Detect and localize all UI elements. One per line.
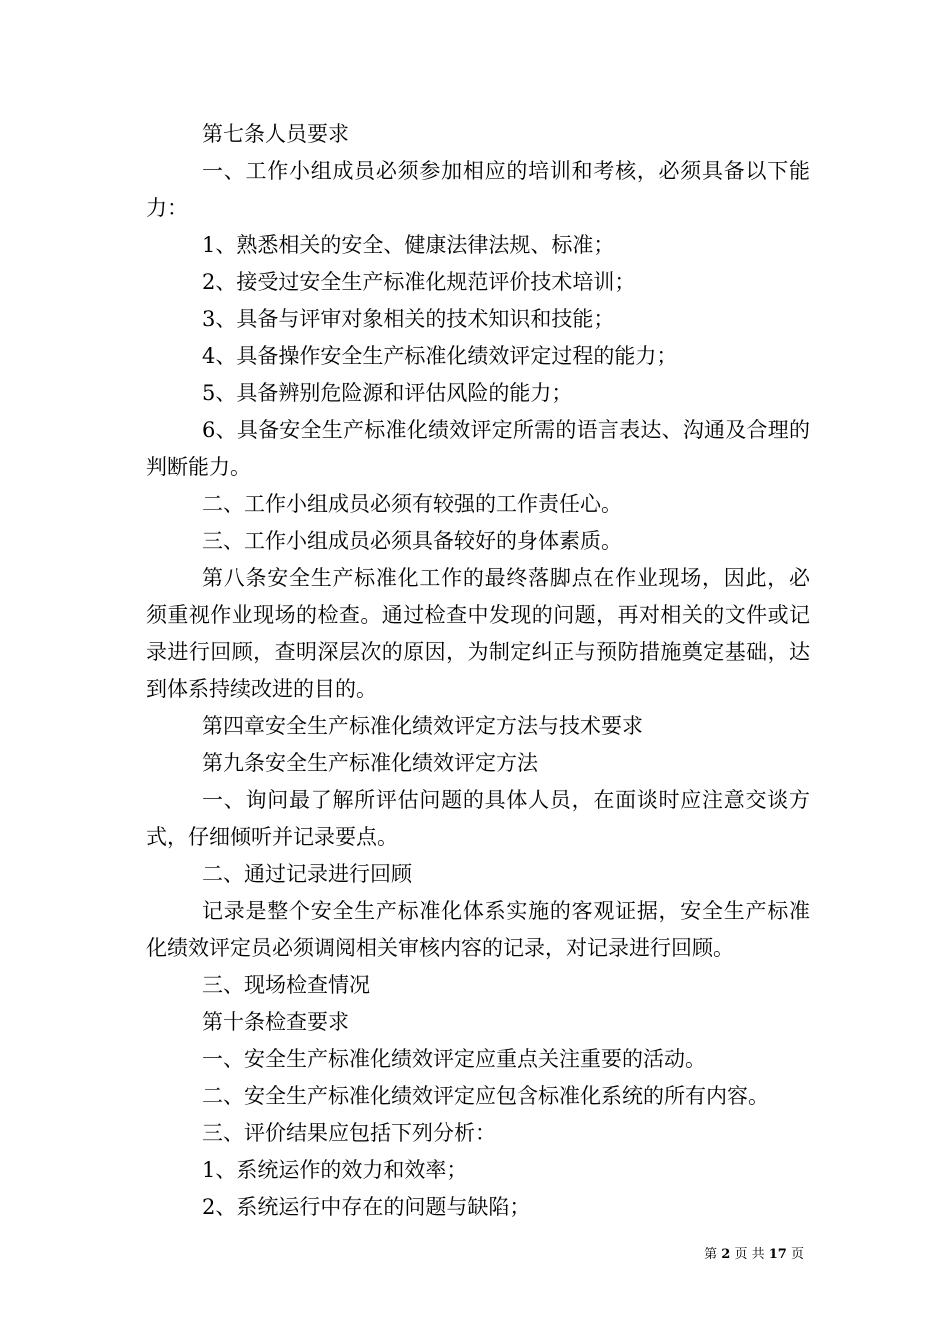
paragraph: 一、询问最了解所评估问题的具体人员，在面谈时应注意交谈方式，仔细倾听并记录要点。 bbox=[146, 788, 810, 849]
paragraph: 二、工作小组成员必须有较强的工作责任心。 bbox=[202, 492, 622, 516]
footer-prefix: 第 bbox=[704, 1247, 718, 1262]
paragraph: 三、现场检查情况 bbox=[202, 973, 370, 997]
paragraph: 5、具备辨别危险源和评估风险的能力； bbox=[202, 381, 573, 405]
paragraph: 4、具备操作安全生产标准化绩效评定过程的能力； bbox=[202, 344, 678, 368]
page-number-footer bbox=[704, 1246, 804, 1264]
paragraph: 三、评价结果应包括下列分析： bbox=[202, 1121, 496, 1145]
paragraph: 二、通过记录进行回顾 bbox=[202, 862, 412, 886]
paragraph: 二、安全生产标准化绩效评定应包含标准化系统的所有内容。 bbox=[202, 1084, 769, 1108]
paragraph: 一、安全生产标准化绩效评定应重点关注重要的活动。 bbox=[202, 1047, 706, 1071]
chapter-heading: 第四章安全生产标准化绩效评定方法与技术要求 bbox=[202, 714, 643, 738]
paragraph: 三、工作小组成员必须具备较好的身体素质。 bbox=[202, 529, 622, 553]
paragraph: 第十条检查要求 bbox=[202, 1010, 349, 1034]
paragraph: 2、接受过安全生产标准化规范评价技术培训； bbox=[202, 270, 636, 294]
paragraph: 6、具备安全生产标准化绩效评定所需的语言表达、沟通及合理的判断能力。 bbox=[146, 418, 810, 479]
paragraph: 2、系统运行中存在的问题与缺陷； bbox=[202, 1195, 531, 1219]
paragraph: 第七条人员要求 bbox=[202, 122, 349, 146]
paragraph: 记录是整个安全生产标准化体系实施的客观证据，安全生产标准化绩效评定员必须调阅相关审核内容的记录，对记录进行回顾。 bbox=[146, 899, 810, 960]
paragraph: 1、系统运作的效力和效率； bbox=[202, 1158, 468, 1182]
paragraph: 1、熟悉相关的安全、健康法律法规、标准； bbox=[202, 233, 615, 257]
current-page-number: 2 bbox=[721, 1247, 731, 1262]
paragraph: 3、具备与评审对象相关的技术知识和技能； bbox=[202, 307, 615, 331]
total-page-count: 17 bbox=[768, 1247, 787, 1262]
paragraph: 一、工作小组成员必须参加相应的培训和考核，必须具备以下能力： bbox=[146, 159, 810, 220]
footer-middle: 页 共 bbox=[734, 1247, 765, 1262]
document-body bbox=[146, 116, 810, 1226]
footer-suffix: 页 bbox=[790, 1247, 804, 1262]
paragraph: 第九条安全生产标准化绩效评定方法 bbox=[202, 751, 538, 775]
paragraph: 第八条安全生产标准化工作的最终落脚点在作业现场，因此，必须重视作业现场的检查。通过检查中发现的问题，再对相关的文件或记录进行回顾，查明深层次的原因，为制定纠正与预防措施奠定基础，达到体系持续改进的目的。 bbox=[146, 566, 810, 701]
